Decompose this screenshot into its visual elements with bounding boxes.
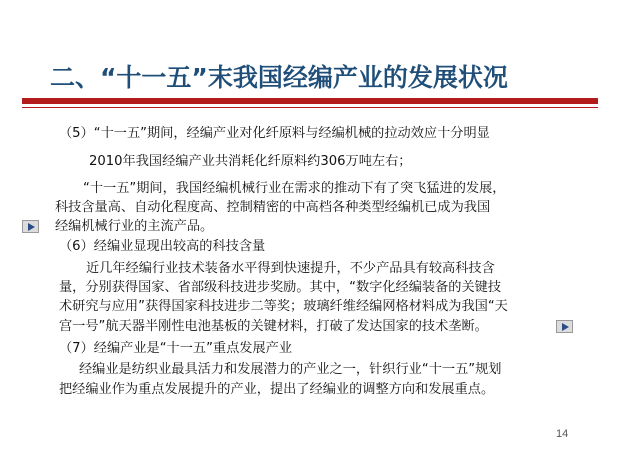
page-number: 14: [556, 428, 569, 440]
text-line: 经编业是纺织业最具活力和发展潜力的产业之一，针织行业“十一五”规划: [79, 362, 502, 377]
play-button[interactable]: [556, 320, 573, 333]
title-underline-thin: [22, 107, 598, 108]
text-line: 量，分别获得国家、省部级科技进步奖励。其中，“数字化经编装备的关键技: [59, 280, 502, 295]
text-line: 经编机械行业的主流产品。: [55, 219, 214, 234]
section-heading: （6）经编业显现出较高的科技含量: [59, 239, 266, 254]
play-icon: [28, 223, 35, 231]
text-line: 宫一号”航天器半刚性电池基板的关键材料，打破了发达国家的技术垄断。: [59, 319, 488, 334]
play-button[interactable]: [22, 220, 39, 233]
text-line: “十一五”期间，我国经编机械行业在需求的推动下有了突飞猛进的发展，: [83, 181, 506, 196]
text-line: 科技含量高、自动化程度高、控制精密的中高档各种类型经编机已成为我国: [55, 200, 491, 215]
text-line: 术研究与应用”获得国家科技进步二等奖；玻璃纤维经编网格材料成为我国“天: [59, 299, 508, 314]
text-line: 把经编业作为重点发展提升的产业，提出了经编业的调整方向和发展重点。: [59, 382, 495, 397]
section-heading: （7）经编产业是“十一五”重点发展产业: [59, 341, 293, 356]
text-line: （5）“十一五”期间，经编产业对化纤原料与经编机械的拉动效应十分明显: [59, 126, 490, 141]
text-line: 2010年我国经编产业共消耗化纤原料约306万吨左右；: [89, 154, 412, 169]
text-line: 近几年经编行业技术装备水平得到快速提升，不少产品具有较高科技含: [86, 261, 495, 276]
slide-title: 二、“十一五”末我国经编产业的发展状况: [50, 63, 508, 92]
title-underline-thick: [22, 98, 598, 104]
play-icon: [562, 323, 569, 331]
